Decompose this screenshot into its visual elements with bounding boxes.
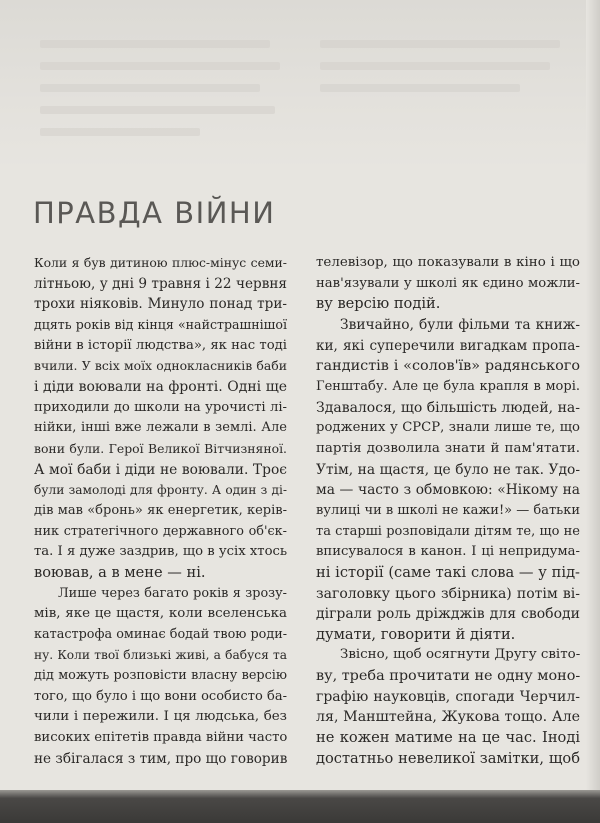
text-line: ву, треба прочитати не одну моно-	[316, 668, 581, 685]
page-edge-shadow	[586, 0, 600, 823]
text-line: думати, говорити й діяти.	[316, 625, 516, 643]
text-line: були замолоді для фронту. А один з ді-	[34, 483, 287, 498]
text-line: того, що було і що вони особисто ба-	[34, 688, 287, 704]
show-through-area	[0, 0, 600, 170]
text-line: партія дозволила знати й пам'ятати.	[316, 440, 580, 456]
text-line: вони були. Герої Великої Вітчизняної.	[34, 440, 287, 456]
text-line: високих епітетів правда війни часто	[34, 730, 288, 746]
text-line: гандистів і «солов'їв» радянського	[316, 358, 580, 375]
text-line: приходили до школи на урочисті лі-	[34, 399, 287, 415]
text-line: дцять років від кінця «найстрашнішої	[34, 316, 287, 332]
text-line: не збігалася з тим, про що говорив	[34, 750, 288, 767]
text-line: катастрофа оминає бодай твою роди-	[34, 626, 288, 642]
text-line: діграли роль дріжджів для свободи	[316, 606, 580, 623]
text-line: трохи ніяковів. Минуло понад три-	[34, 296, 287, 313]
text-line: Утім, на щастя, це було не так. Удо-	[316, 461, 580, 478]
paragraph	[316, 645, 580, 769]
text-line: та. І я дуже заздрив, що в усіх хтось	[34, 544, 288, 560]
text-line: достатньо невеликої замітки, щоб	[316, 749, 580, 767]
scan-bottom-edge	[0, 790, 600, 823]
text-line: і діди воювали на фронті. Одні ще	[34, 378, 287, 395]
text-line: Генштабу. Але це була крапля в морі.	[316, 378, 580, 394]
text-line: ля, Манштейна, Жукова тощо. Але	[316, 709, 580, 726]
text-line: ма — часто з обмовкою: «Нікому на	[316, 482, 580, 499]
text-column-right	[316, 253, 580, 769]
text-line: А мої баби і діди не воювали. Троє	[34, 461, 287, 478]
text-line: вписувалося в канон. І ці непридума-	[316, 544, 580, 560]
text-column-left	[34, 253, 287, 769]
text-line: ки, які суперечили вигадкам пропа-	[316, 337, 580, 354]
paragraph	[34, 584, 287, 770]
text-line: літньою, у дні 9 травня і 22 червня	[34, 275, 287, 292]
text-line: Лише через багато років я зрозу-	[58, 585, 287, 601]
text-line: Звичайно, були фільми та книж-	[340, 316, 580, 333]
text-line: чили і пережили. І ця людська, без	[34, 709, 287, 725]
paragraph	[316, 315, 580, 646]
text-line: дід можуть розповісти власну версію	[34, 668, 287, 684]
text-line: ні історії (саме такі слова — у під-	[316, 563, 580, 581]
text-line: Звісно, щоб осягнути Другу світо-	[340, 647, 581, 663]
paragraph	[34, 253, 287, 584]
text-line: нійки, інші вже лежали в землі. Але	[34, 420, 287, 436]
text-line: дів мав «бронь» як енергетик, керів-	[34, 502, 287, 518]
text-line: нав'язували у школі як єдино можли-	[316, 275, 580, 291]
text-line: воював, а в мене — ні.	[34, 563, 206, 581]
text-line: вчили. У всіх моїх однокласників баби	[34, 358, 287, 374]
text-line: ву версію подій.	[316, 295, 441, 313]
text-line: війни в історії людства», як нас тоді	[34, 337, 287, 353]
text-line: роджених у СРСР, знали лише те, що	[316, 420, 580, 436]
text-line: ник стратегічного державного об'єк-	[34, 523, 287, 539]
text-line: не кожен матиме на це час. Іноді	[316, 729, 580, 747]
text-line: Здавалося, що більшість людей, на-	[316, 399, 580, 416]
text-line: та старші розповідали дітям те, що не	[316, 523, 580, 539]
text-line: вулиці чи в школі не кажи!» — батьки	[316, 502, 581, 518]
text-line: Коли я був дитиною плюс-мінус семи-	[34, 255, 287, 270]
text-line: графію науковців, спогади Черчил-	[316, 688, 580, 705]
text-line: ну. Коли твої близькі живі, а бабуся та	[34, 648, 287, 663]
text-line: заголовку цього збірника) потім ві-	[316, 585, 580, 602]
paragraph	[316, 253, 580, 315]
text-line: телевізор, що показували в кіно і що	[316, 255, 580, 270]
chapter-title: ПРАВДА ВІЙНИ	[33, 196, 276, 230]
text-line: мів, яке це щастя, коли вселенська	[34, 606, 287, 622]
